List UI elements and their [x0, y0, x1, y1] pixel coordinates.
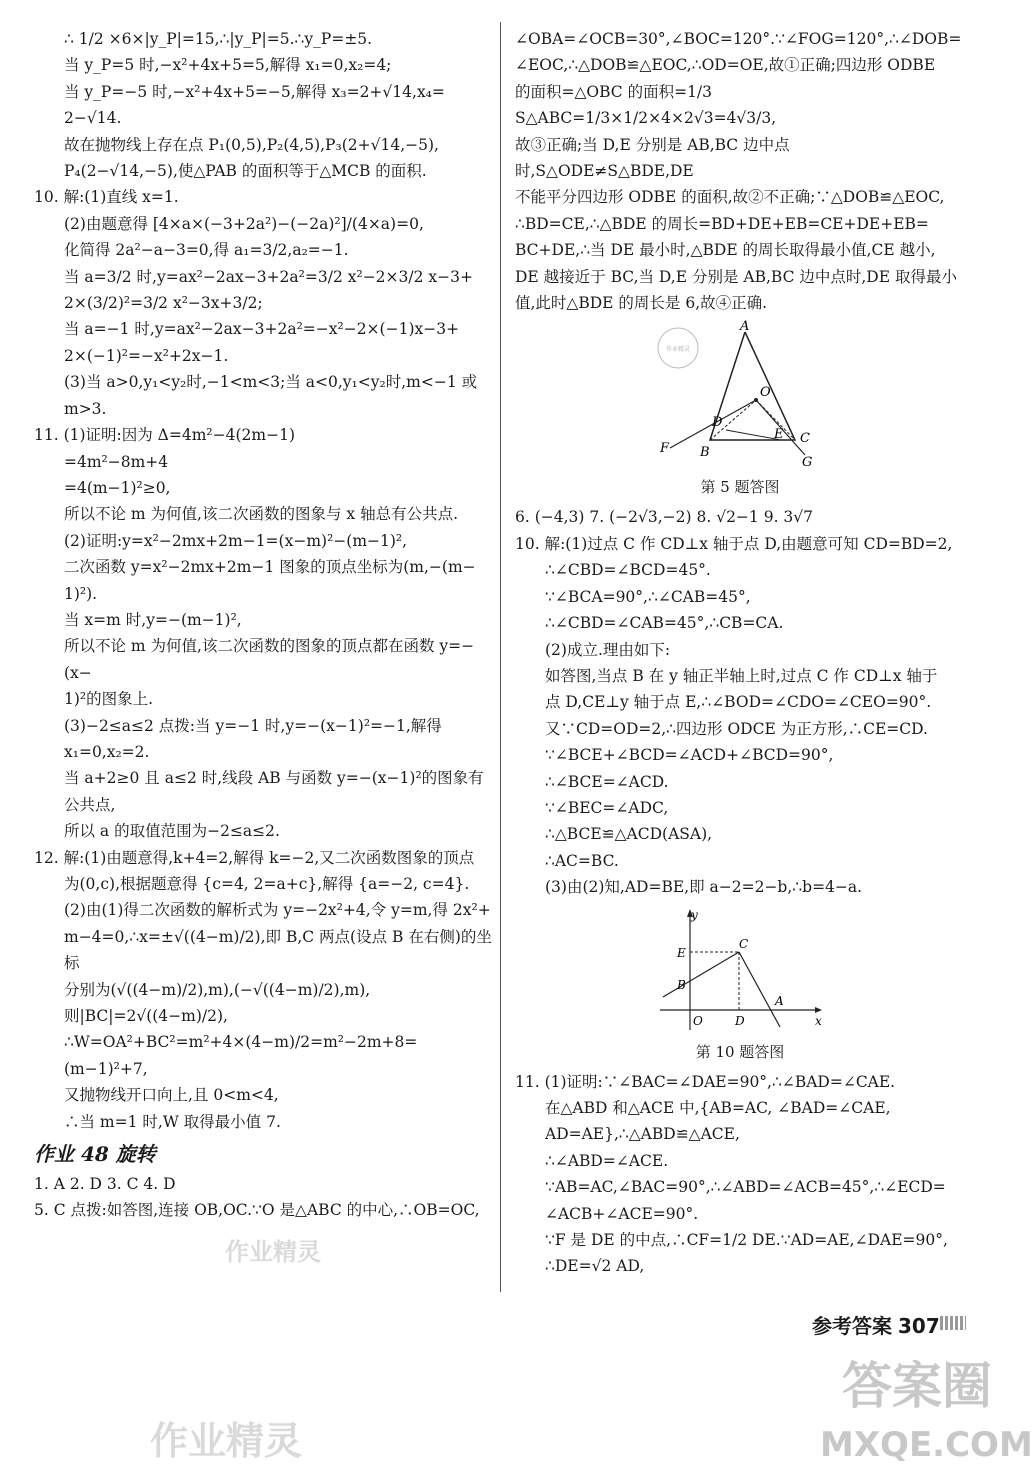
- label-d10: D: [735, 1013, 745, 1028]
- text-line: 公共点,: [64, 795, 116, 814]
- section-heading: 作业 48 旋转: [34, 1142, 156, 1167]
- label-d: D: [712, 415, 723, 431]
- text-line: 1. A 2. D 3. C 4. D: [34, 1175, 176, 1194]
- label-o10: O: [693, 1013, 703, 1028]
- text-line: 点 D,CE⊥y 轴于点 E,∴∠BOD=∠CDO=∠CEO=90°.: [545, 693, 932, 712]
- text-line: 10. 解:(1)过点 C 作 CD⊥x 轴于点 D,由题意可知 CD=BD=2,: [515, 534, 953, 553]
- watermark-1: 作业精灵: [225, 1238, 321, 1266]
- text-line: ∴当 m=1 时,W 取得最小值 7.: [64, 1112, 281, 1131]
- label-e: E: [774, 427, 784, 443]
- left-after-block: [34, 1171, 492, 1224]
- text-line: (2)由题意得 [4×a×(−3+2a²)−(−2a)²]/(4×a)=0,: [64, 214, 424, 233]
- right-column: [515, 26, 965, 1280]
- text-line: 2×(3/2)²=3/2 x²−3x+3/2;: [64, 294, 263, 313]
- figure-5: [515, 320, 965, 500]
- text-line: ∠ACB+∠ACE=90°.: [545, 1204, 699, 1223]
- figure-10-caption: 第 10 题答图: [695, 1042, 785, 1061]
- label-c10: C: [739, 936, 749, 951]
- right-text-block-1: [515, 26, 965, 316]
- text-line: 又抛物线开口向上,且 0<m<4,: [64, 1086, 279, 1105]
- text-line: ∴△BCE≌△ACD(ASA),: [545, 825, 713, 844]
- text-line: 12. 解:(1)由题意得,k+4=2,解得 k=−2,又二次函数图象的顶点: [34, 848, 475, 867]
- text-line: 11. (1)证明:因为 Δ=4m²−4(2m−1): [34, 426, 295, 445]
- figure-10: [515, 905, 965, 1065]
- text-line: P₄(2−√14,−5),使△PAB 的面积等于△MCB 的面积.: [64, 162, 427, 181]
- text-line: 当 a=3/2 时,y=ax²−2ax−3+2a²=3/2 x²−2×3/2 x−3+: [64, 267, 473, 286]
- column-divider: [500, 22, 501, 1292]
- text-line: 为(0,c),根据题意得 {c=4, 2=a+c},解得 {a=−2, c=4}.: [64, 875, 470, 893]
- text-line: 值,此时△BDE 的周长是 6,故④正确.: [515, 294, 768, 313]
- text-line: ∴DE=√2 AD,: [545, 1257, 645, 1276]
- text-line: (3)当 a>0,y₁<y₂时,−1<m<3;当 a<0,y₁<y₂时,m<−1 或: [64, 373, 478, 392]
- triangle-abc: [710, 332, 795, 443]
- text-line: (2)证明:y=x²−2mx+2m−1=(x−m)²−(m−1)²,: [64, 531, 408, 550]
- text-line: ∴BD=CE,∴△BDE 的周长=BD+DE+EB=CE+DE+EB=: [515, 214, 929, 233]
- text-line: 当 x=m 时,y=−(m−1)²,: [64, 610, 242, 629]
- text-line: 当 y_P=5 时,−x²+4x+5=5,解得 x₁=0,x₂=4;: [64, 56, 392, 75]
- right-text-block-2: [515, 504, 965, 900]
- left-text-block: [34, 26, 492, 1135]
- text-line: 2−√14.: [64, 109, 122, 128]
- footer-decoration: [940, 1316, 966, 1330]
- label-x: x: [815, 1013, 822, 1028]
- watermark-4: MXQE.COM: [820, 1425, 1033, 1465]
- figure-5-caption: 第 5 题答图: [700, 478, 780, 497]
- page-footer: [812, 1310, 940, 1339]
- text-line: ∵∠BCE+∠BCD=∠ACD+∠BCD=90°,: [545, 746, 834, 765]
- text-line: ∴AC=BC.: [545, 851, 619, 870]
- text-line: 所以 a 的取值范围为−2≤a≤2.: [64, 822, 280, 841]
- text-line: 的面积=△OBC 的面积=1/3 S△ABC=1/3×1/2×4×2√3=4√3/3,: [515, 82, 777, 128]
- line-ca: [739, 952, 780, 1027]
- x-arrow: [815, 1007, 822, 1013]
- text-line: 故③正确;当 D,E 分别是 AB,BC 边中点时,S△ODE≠S△BDE,DE: [515, 135, 790, 181]
- line-bc: [663, 952, 739, 997]
- label-g: G: [802, 455, 813, 471]
- text-line: 在△ABD 和△ACE 中,{AB=AC, ∠BAD=∠CAE, AD=AE},∴△ABD≌△ACE,: [545, 1098, 891, 1144]
- text-line: ∴∠BCE=∠ACD.: [545, 772, 669, 791]
- text-line: BC+DE,∴当 DE 最小时,△BDE 的周长取得最小值,CE 越小,: [515, 241, 936, 260]
- text-line: (3)−2≤a≤2 点拨:当 y=−1 时,y=−(x−1)²=−1,解得: [64, 716, 442, 735]
- text-line: =4m²−8m+4: [64, 452, 169, 471]
- figure-5-diagram: [640, 320, 840, 470]
- watermark-2: 作业精灵: [150, 1419, 303, 1463]
- text-line: =4(m−1)²≥0,: [64, 478, 171, 497]
- text-line: 如答图,当点 B 在 y 轴正半轴上时,过点 C 作 CD⊥x 轴于: [545, 666, 938, 685]
- text-line: ∵∠BCA=90°,∴∠CAB=45°,: [545, 587, 751, 606]
- text-line: (2)由(1)得二次函数的解析式为 y=−2x²+4,令 y=m,得 2x²+: [64, 901, 491, 920]
- text-line: (2)成立.理由如下:: [545, 640, 671, 659]
- text-line: m>3.: [64, 399, 107, 418]
- text-line: 当 a=−1 时,y=ax²−2ax−3+2a²=−x²−2×(−1)x−3+: [64, 320, 460, 339]
- text-line: ∴ 1/2 ×6×|y_P|=15,∴|y_P|=5.∴y_P=±5.: [64, 30, 373, 48]
- label-b10: B: [677, 977, 686, 992]
- right-text-block-3: [515, 1069, 965, 1280]
- text-line: 故在抛物线上存在点 P₁(0,5),P₂(4,5),P₃(2+√14,−5),: [64, 135, 439, 154]
- text-line: ∠EOC,∴△DOB≌△EOC,∴OD=OE,故①正确;四边形 ODBE: [515, 56, 936, 75]
- text-line: 分别为(√((4−m)/2),m),(−√((4−m)/2),m),则|BC|=2√((4−m)/2),: [64, 980, 371, 1026]
- text-line: 2×(−1)²=−x²+2x−1.: [64, 346, 229, 365]
- text-line: 二次函数 y=x²−2mx+2m−1 图象的顶点坐标为(m,−(m−: [64, 558, 476, 577]
- text-line: ∠OBA=∠OCB=30°,∠BOC=120°.∵∠FOG=120°,∴∠DOB=: [515, 30, 962, 48]
- label-y: y: [691, 907, 698, 922]
- label-o: O: [760, 385, 771, 401]
- text-line: ∵F 是 DE 的中点,∴CF=1/2 DE.∵AD=AE,∠DAE=90°,: [545, 1231, 948, 1249]
- figure-10-diagram: [655, 905, 825, 1035]
- left-column: [34, 26, 492, 1224]
- point-o: [754, 398, 758, 402]
- text-line: 化简得 2a²−a−3=0,得 a₁=3/2,a₂=−1.: [64, 241, 349, 260]
- text-line: ∴∠ABD=∠ACE.: [545, 1151, 669, 1170]
- text-line: 所以不论 m 为何值,该二次函数的图象的顶点都在函数 y=−(x−: [64, 637, 475, 682]
- label-f: F: [660, 441, 670, 457]
- text-line: 1)²的图象上.: [64, 690, 154, 709]
- text-line: 不能平分四边形 ODBE 的面积,故②不正确;∵△DOB≌△EOC,: [515, 188, 945, 207]
- label-a10: A: [775, 993, 784, 1008]
- text-line: 11. (1)证明:∵∠BAC=∠DAE=90°,∴∠BAD=∠CAE.: [515, 1072, 896, 1091]
- label-b: B: [700, 445, 710, 461]
- watermark-3: 答案圈: [842, 1357, 992, 1415]
- text-line: 又∵CD=OD=2,∴四边形 ODCE 为正方形,∴CE=CD.: [545, 719, 928, 738]
- text-line: ∵AB=AC,∠BAC=90°,∴∠ABD=∠ACB=45°,∴∠ECD=: [545, 1178, 946, 1197]
- label-e10: E: [677, 945, 686, 960]
- text-line: m−4=0,∴x=±√((4−m)/2),即 B,C 两点(设点 B 在右侧)的坐标: [64, 927, 492, 973]
- label-c: C: [800, 431, 810, 447]
- label-a: A: [740, 319, 750, 335]
- text-line: ∴∠CBD=∠BCD=45°.: [545, 561, 711, 580]
- footer-label: 参考答案: [812, 1314, 892, 1338]
- text-line: DE 越接近于 BC,当 D,E 分别是 AB,BC 边中点时,DE 取得最小: [515, 267, 957, 286]
- text-line: 1)²).: [64, 584, 98, 603]
- text-line: ∴∠CBD=∠CAB=45°,∴CB=CA.: [545, 614, 784, 633]
- text-line: ∴W=OA²+BC²=m²+4×(4−m)/2=m²−2m+8=(m−1)²+7,: [64, 1033, 418, 1078]
- text-line: 当 y_P=−5 时,−x²+4x+5=−5,解得 x₃=2+√14,x₄=: [64, 82, 445, 101]
- text-line: ∵∠BEC=∠ADC,: [545, 798, 669, 817]
- text-line: (3)由(2)知,AD=BE,即 a−2=2−b,∴b=4−a.: [545, 878, 863, 897]
- text-line: 10. 解:(1)直线 x=1.: [34, 188, 179, 207]
- stamp-text: 作业精灵: [665, 346, 691, 354]
- text-line: 5. C 点拨:如答图,连接 OB,OC.∵O 是△ABC 的中心,∴OB=OC,: [34, 1201, 480, 1220]
- page-number: 307: [898, 1314, 940, 1338]
- line-de: [726, 430, 781, 440]
- text-line: x₁=0,x₂=2.: [64, 742, 150, 761]
- text-line: 6. (−4,3) 7. (−2√3,−2) 8. √2−1 9. 3√7: [515, 508, 814, 527]
- text-line: 当 a+2≥0 且 a≤2 时,线段 AB 与函数 y=−(x−1)²的图象有: [64, 769, 484, 788]
- text-line: 所以不论 m 为何值,该二次函数的图象与 x 轴总有公共点.: [64, 505, 459, 524]
